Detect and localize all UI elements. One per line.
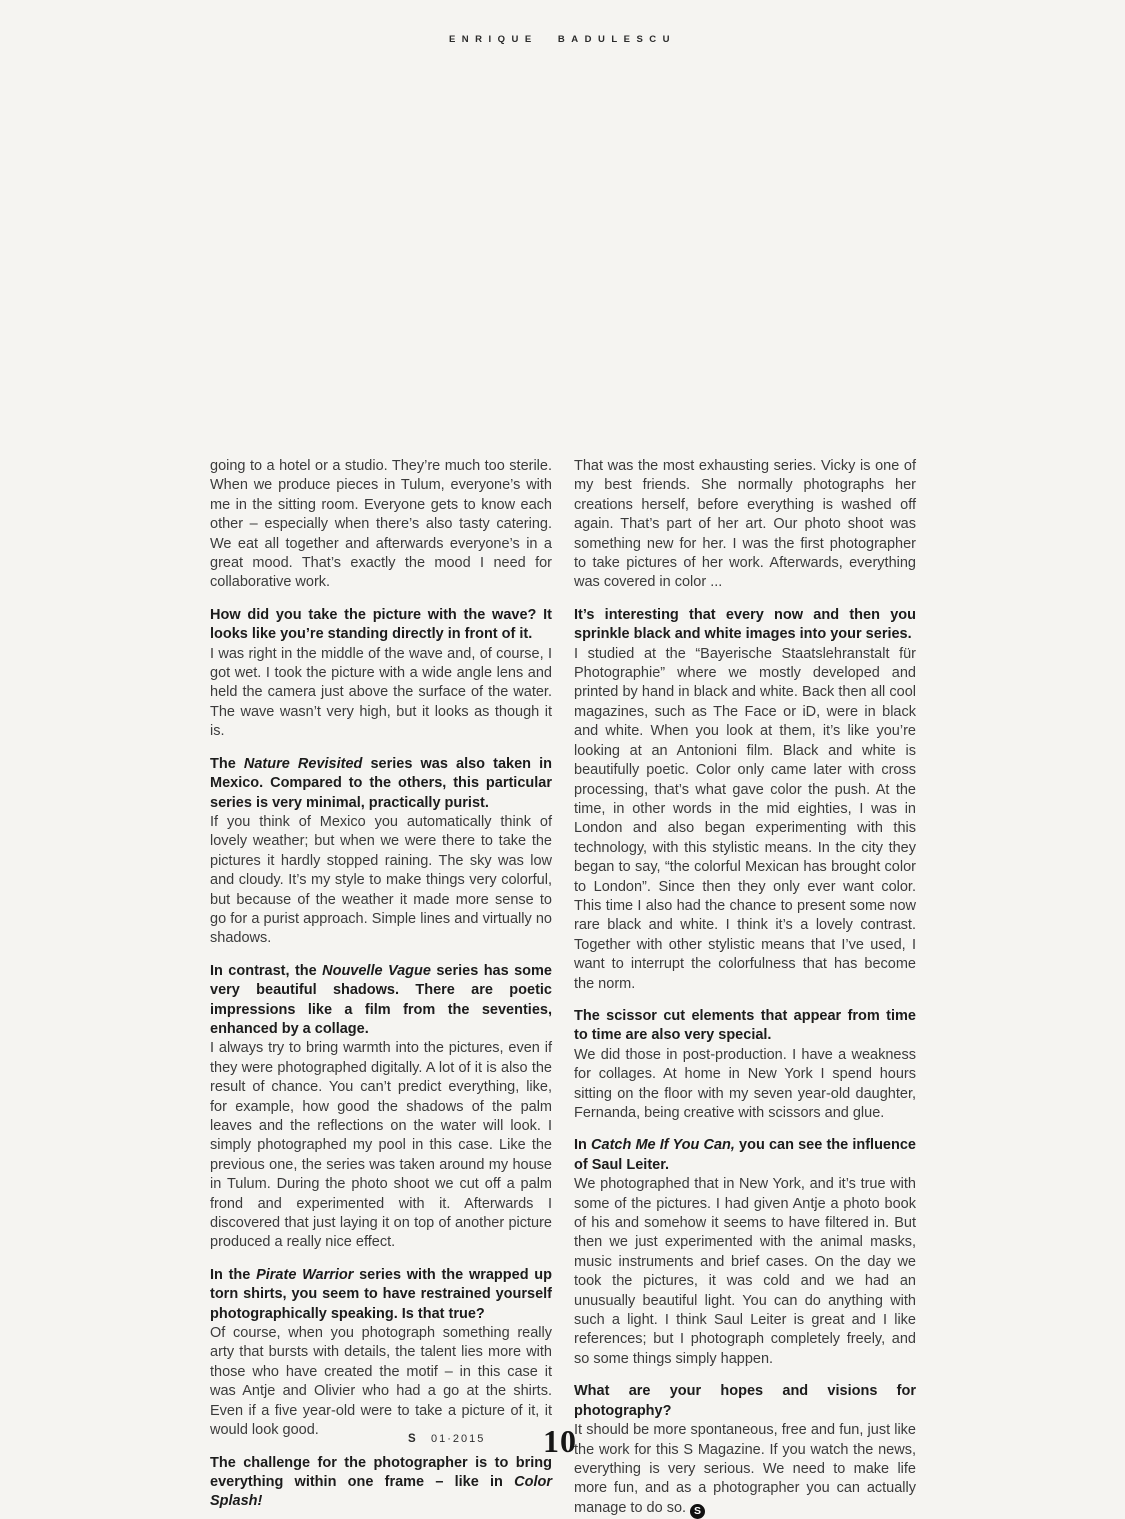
interview-answer: If you think of Mexico you automatically think of lovely weather; but when we were there to take the pictures it hardly stopped raining. The sky was low and cloudy. It’s my style to make things very colorful, but because of the weather it made more sense to go for a purist approach. Simple lines and virtually no shadows. [210, 813, 552, 947]
interview-answer: It should be more spontaneous, free and fun, just like the work for this S Magazine. If you watch the news, everything is very serious. We need to make life more fun, and as a photographer you can actually manage to do so. S [574, 1422, 916, 1517]
interview-body [210, 457, 916, 1519]
interview-answer: going to a hotel or a studio. They’re much too sterile. When we produce pieces in Tulum, everyone’s with me in the sitting room. Everyone gets to know each other – especially when there’s also tasty catering. We eat all together and afterwards everyone’s in a great mood. That’s exactly the mood I need for collaborative work. [210, 458, 552, 591]
interview-question: The Nature Revisited series was also taken in Mexico. Compared to the others, this particular series is very minimal, practically purist. [210, 755, 552, 811]
magazine-initial: S [408, 1433, 416, 1445]
page-number: 10 [543, 1423, 577, 1459]
interview-question: In contrast, the Nouvelle Vague series has some very beautiful shadows. There are poetic impressions like a film from the seventies, enhanced by a collage. [210, 962, 552, 1037]
interview-answer: I studied at the “Bayerische Staatslehranstalt für Photographie” where we mostly developed and printed by hand in black and white. Back then all cool magazines, such as The Face or iD, were in black and white. When you look at them, it’s like you’re looking at an Antonioni film. Black and white is beautifully poetic. Color only came later with cross processing, that’s what gave color the push. At the time, in other words in the mid eighties, I was in London and also began experimenting with this technology, with this stylistic means. In the city they began to say, “the colorful Mexican has brought color to London”. Since then they only ever want color. This time I also had the chance to present some now rare black and white. I think it’s a lovely contrast. Together with other stylistic means that I’ve used, I want to interrupt the colorfulness that has become the norm. [574, 645, 916, 992]
interview-question: How did you take the picture with the wave? It looks like you’re standing directly in front of it. [210, 606, 552, 643]
interview-question: What are your hopes and visions for photography? [574, 1383, 916, 1419]
interview-answer: I always try to bring warmth into the pictures, even if they were photographed digitally. A lot of it is also the result of chance. You can’t predict everything, like, for example, how good the shadows of the palm leaves and the reflections on the water will look. I simply photographed my pool in this case. Like the previous one, the series was taken around my house in Tulum. During the photo shoot we cut off a palm frond and experimented with it. Afterwards I discovered that just laying it on top of another picture produced a really nice effect. [210, 1040, 552, 1251]
interview-question: It’s interesting that every now and then you sprinkle black and white images into your series. [574, 606, 916, 643]
interview-question: In the Pirate Warrior series with the wrapped up torn shirts, you seem to have restrained yourself photographically speaking. Is that true? [210, 1266, 552, 1322]
interview-answer: I was right in the middle of the wave and, of course, I got wet. I took the picture with a wide angle lens and held the camera just above the surface of the water. The wave wasn’t very high, but it looks as though it is. [210, 645, 552, 740]
page-footer [0, 1425, 1125, 1470]
interview-question: The challenge for the photographer is to bring everything within one frame – like in Color Splash! [210, 1454, 552, 1510]
s-magazine-endmark-icon: S [690, 1504, 705, 1519]
interview-question: In Catch Me If You Can, you can see the influence of Saul Leiter. [574, 1137, 916, 1173]
interview-left-column [210, 457, 552, 1519]
interview-answer: Of course, when you photograph something really arty that bursts with details, the talent lies more with those who have created the motif – in this case it was Antje and Olivier who had a go at the shirts. Even if a five year-old were to take a picture of it, it would look good. [210, 1325, 552, 1439]
interview-answer: That was the most exhausting series. Vicky is one of my best friends. She normally photographs her creations herself, before everything is washed off again. That’s part of her art. Our photo shoot was something new for her. I was the first photographer to take pictures of her work. Afterwards, everything was covered in color ... [574, 458, 916, 591]
issue-date: 01·2015 [431, 1433, 486, 1445]
interview-question: The scissor cut elements that appear from time to time are also very special. [574, 1007, 916, 1044]
interview-answer: We did those in post-production. I have a weakness for collages. At home in New York I spend hours sitting on the floor with my seven year-old daughter, Fernanda, being creative with scissors and glue. [574, 1046, 916, 1121]
page-header-author: ENRIQUE BADULESCU [448, 34, 677, 45]
interview-right-column [574, 457, 916, 1519]
interview-answer: We photographed that in New York, and it’s true with some of the pictures. I had given Antje a photo book of his and somehow it seems to have filtered in. But then we just experimented with the animal masks, music instruments and brief cases. On the day we took the pictures, it was cold and we had an unusually beautiful light. You can do anything with such a light. I think Saul Leiter is great and I like references; but I photograph completely freely, and so some things simply happen. [574, 1176, 916, 1367]
